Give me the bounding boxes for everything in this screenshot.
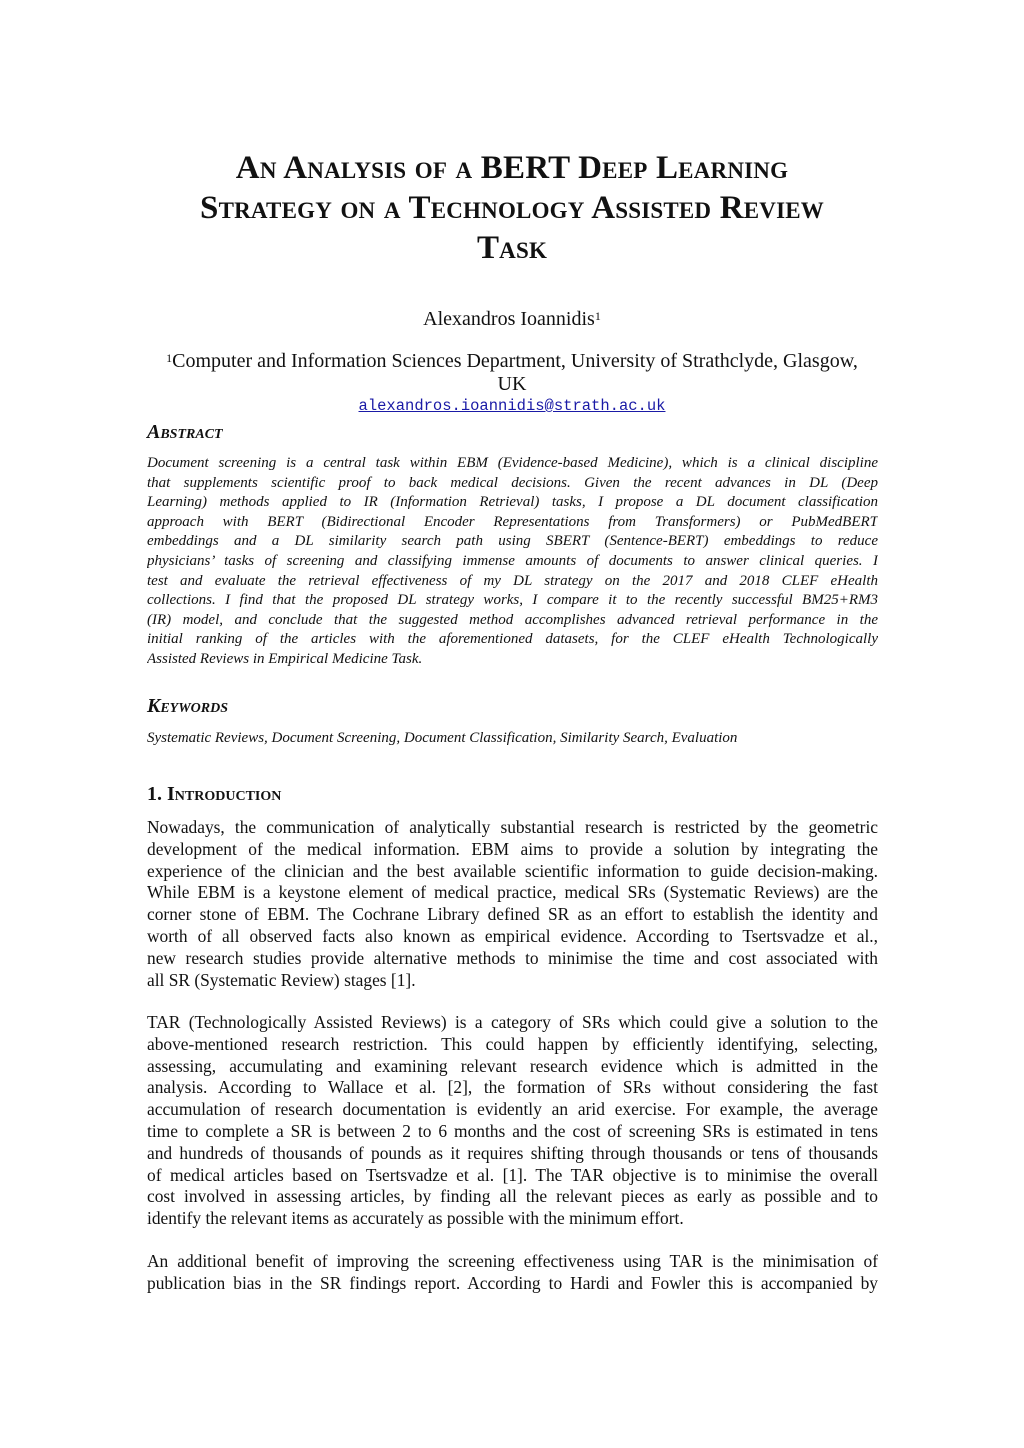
paper-title xyxy=(100,148,924,268)
body-line: development of the medical information. EBM aims to provide a solution by integrating the xyxy=(147,838,878,859)
body-line: cost involved in assessing articles, by finding all the relevant pieces as early as possible and to xyxy=(147,1186,878,1207)
author-email-link[interactable]: alexandros.ioannidis@strath.ac.uk xyxy=(358,397,666,415)
abstract-body xyxy=(147,454,878,670)
body-line: Nowadays, the communication of analytically substantial research is restricted by the geometric xyxy=(147,817,878,837)
affiliation-mark: 1 xyxy=(166,351,173,365)
author-affiliation-mark: 1 xyxy=(594,309,601,323)
body-line: experience of the clinician and the best available scientific information to guide decision-making. xyxy=(147,860,878,881)
body-line: time to complete a SR is between 2 to 6 months and the cost of screening SRs is estimated in tens xyxy=(147,1120,878,1141)
title-line: Strategy on a Technology Assisted Review xyxy=(200,190,824,226)
affiliation-line: $^1$Computer and Information Sciences Department, University of Strathclyde, Glasgow, xyxy=(166,350,858,372)
keywords-text: Systematic Reviews, Document Screening, Document Classification, Similarity Search, Evaluation xyxy=(147,730,738,746)
abstract-line: collections. I find that the proposed DL strategy works, I compare it to the recently successful BM25+RM3 xyxy=(147,592,878,609)
keywords-heading: Keywords xyxy=(147,695,229,717)
abstract-line: test and evaluate the retrieval effectiveness of my DL strategy on the 2017 and 2018 CLEF eHealth xyxy=(147,572,878,589)
body-line: publication bias in the SR findings report. According to Hardi and Fowler this is accompanied by xyxy=(147,1272,878,1293)
body-line: all SR (Systematic Review) stages [1]. xyxy=(147,969,416,990)
intro-paragraph-1 xyxy=(147,817,878,991)
body-line: An additional benefit of improving the screening effectiveness using TAR is the minimisation of xyxy=(147,1251,878,1271)
keywords-body xyxy=(147,728,878,748)
abstract-line: Assisted Reviews in Empirical Medicine Task. xyxy=(147,650,423,667)
abstract-line: Learning) methods applied to IR (Information Retrieval) tasks, I propose a DL document classification xyxy=(147,494,878,511)
title-line: An Analysis of a BERT Deep Learning xyxy=(235,150,789,186)
abstract-line: that supplements scientific proof to back medical decisions. Given the recent advances in DL (Deep xyxy=(147,474,878,491)
body-line: assessing, accumulating and examining relevant research evidence which is admitted in the xyxy=(147,1055,878,1076)
body-line: worth of all observed facts also known as empirical evidence. According to Tsertsvadze et al., xyxy=(147,925,878,946)
affiliation xyxy=(140,350,884,396)
affiliation-line: UK xyxy=(497,373,527,395)
abstract-line: embeddings and a DL similarity search path using SBERT (Sentence-BERT) embeddings to reduce xyxy=(147,533,878,550)
body-line: analysis. According to Wallace et al. [2], the formation of SRs without considering the fast xyxy=(147,1077,878,1098)
body-line: new research studies provide alternative methods to minimise the time and cost associated with xyxy=(147,947,878,968)
body-line: and hundreds of thousands of pounds as it requires shifting through thousands or tens of thousands xyxy=(147,1142,878,1163)
abstract-line: (IR) model, and conclude that the suggested method accomplishes advanced retrieval performance in the xyxy=(147,611,878,628)
title-line: Task xyxy=(476,230,548,266)
body-line: While EBM is a keystone element of medical practice, medical SRs (Systematic Reviews) are the xyxy=(147,882,878,903)
abstract-line: Document screening is a central task within EBM (Evidence-based Medicine), which is a clinical discipline xyxy=(147,455,878,471)
intro-paragraph-3 xyxy=(147,1251,878,1295)
abstract-line: physicians’ tasks of screening and classifying immense amounts of documents to answer clinical queries. I xyxy=(147,552,878,569)
body-line: of medical articles based on Tsertsvadze et al. [1]. The TAR objective is to minimise the overall xyxy=(147,1164,878,1185)
abstract-line: initial ranking of the articles with the aforementioned datasets, for the CLEF eHealth Technologically xyxy=(147,631,878,648)
abstract-heading: Abstract xyxy=(147,421,223,443)
introduction-heading: 1. Introduction xyxy=(147,783,282,805)
author-name: Alexandros Ioannidis xyxy=(423,308,595,330)
intro-paragraph-2 xyxy=(147,1012,878,1230)
body-line: corner stone of EBM. The Cochrane Library defined SR as an effort to establish the identity and xyxy=(147,904,878,925)
body-line: identify the relevant items as accurately as possible with the minimum effort. xyxy=(147,1208,684,1229)
body-line: accumulation of research documentation is evidently an arid exercise. For example, the average xyxy=(147,1099,878,1120)
abstract-line: approach with BERT (Bidirectional Encoder Representations from Transformers) or PubMedBERT xyxy=(147,513,878,530)
body-line: TAR (Technologically Assisted Reviews) is a category of SRs which could give a solution to the xyxy=(147,1012,878,1032)
body-line: above-mentioned research restriction. This could happen by efficiently identifying, selecting, xyxy=(147,1033,878,1054)
author-line xyxy=(0,306,1024,332)
